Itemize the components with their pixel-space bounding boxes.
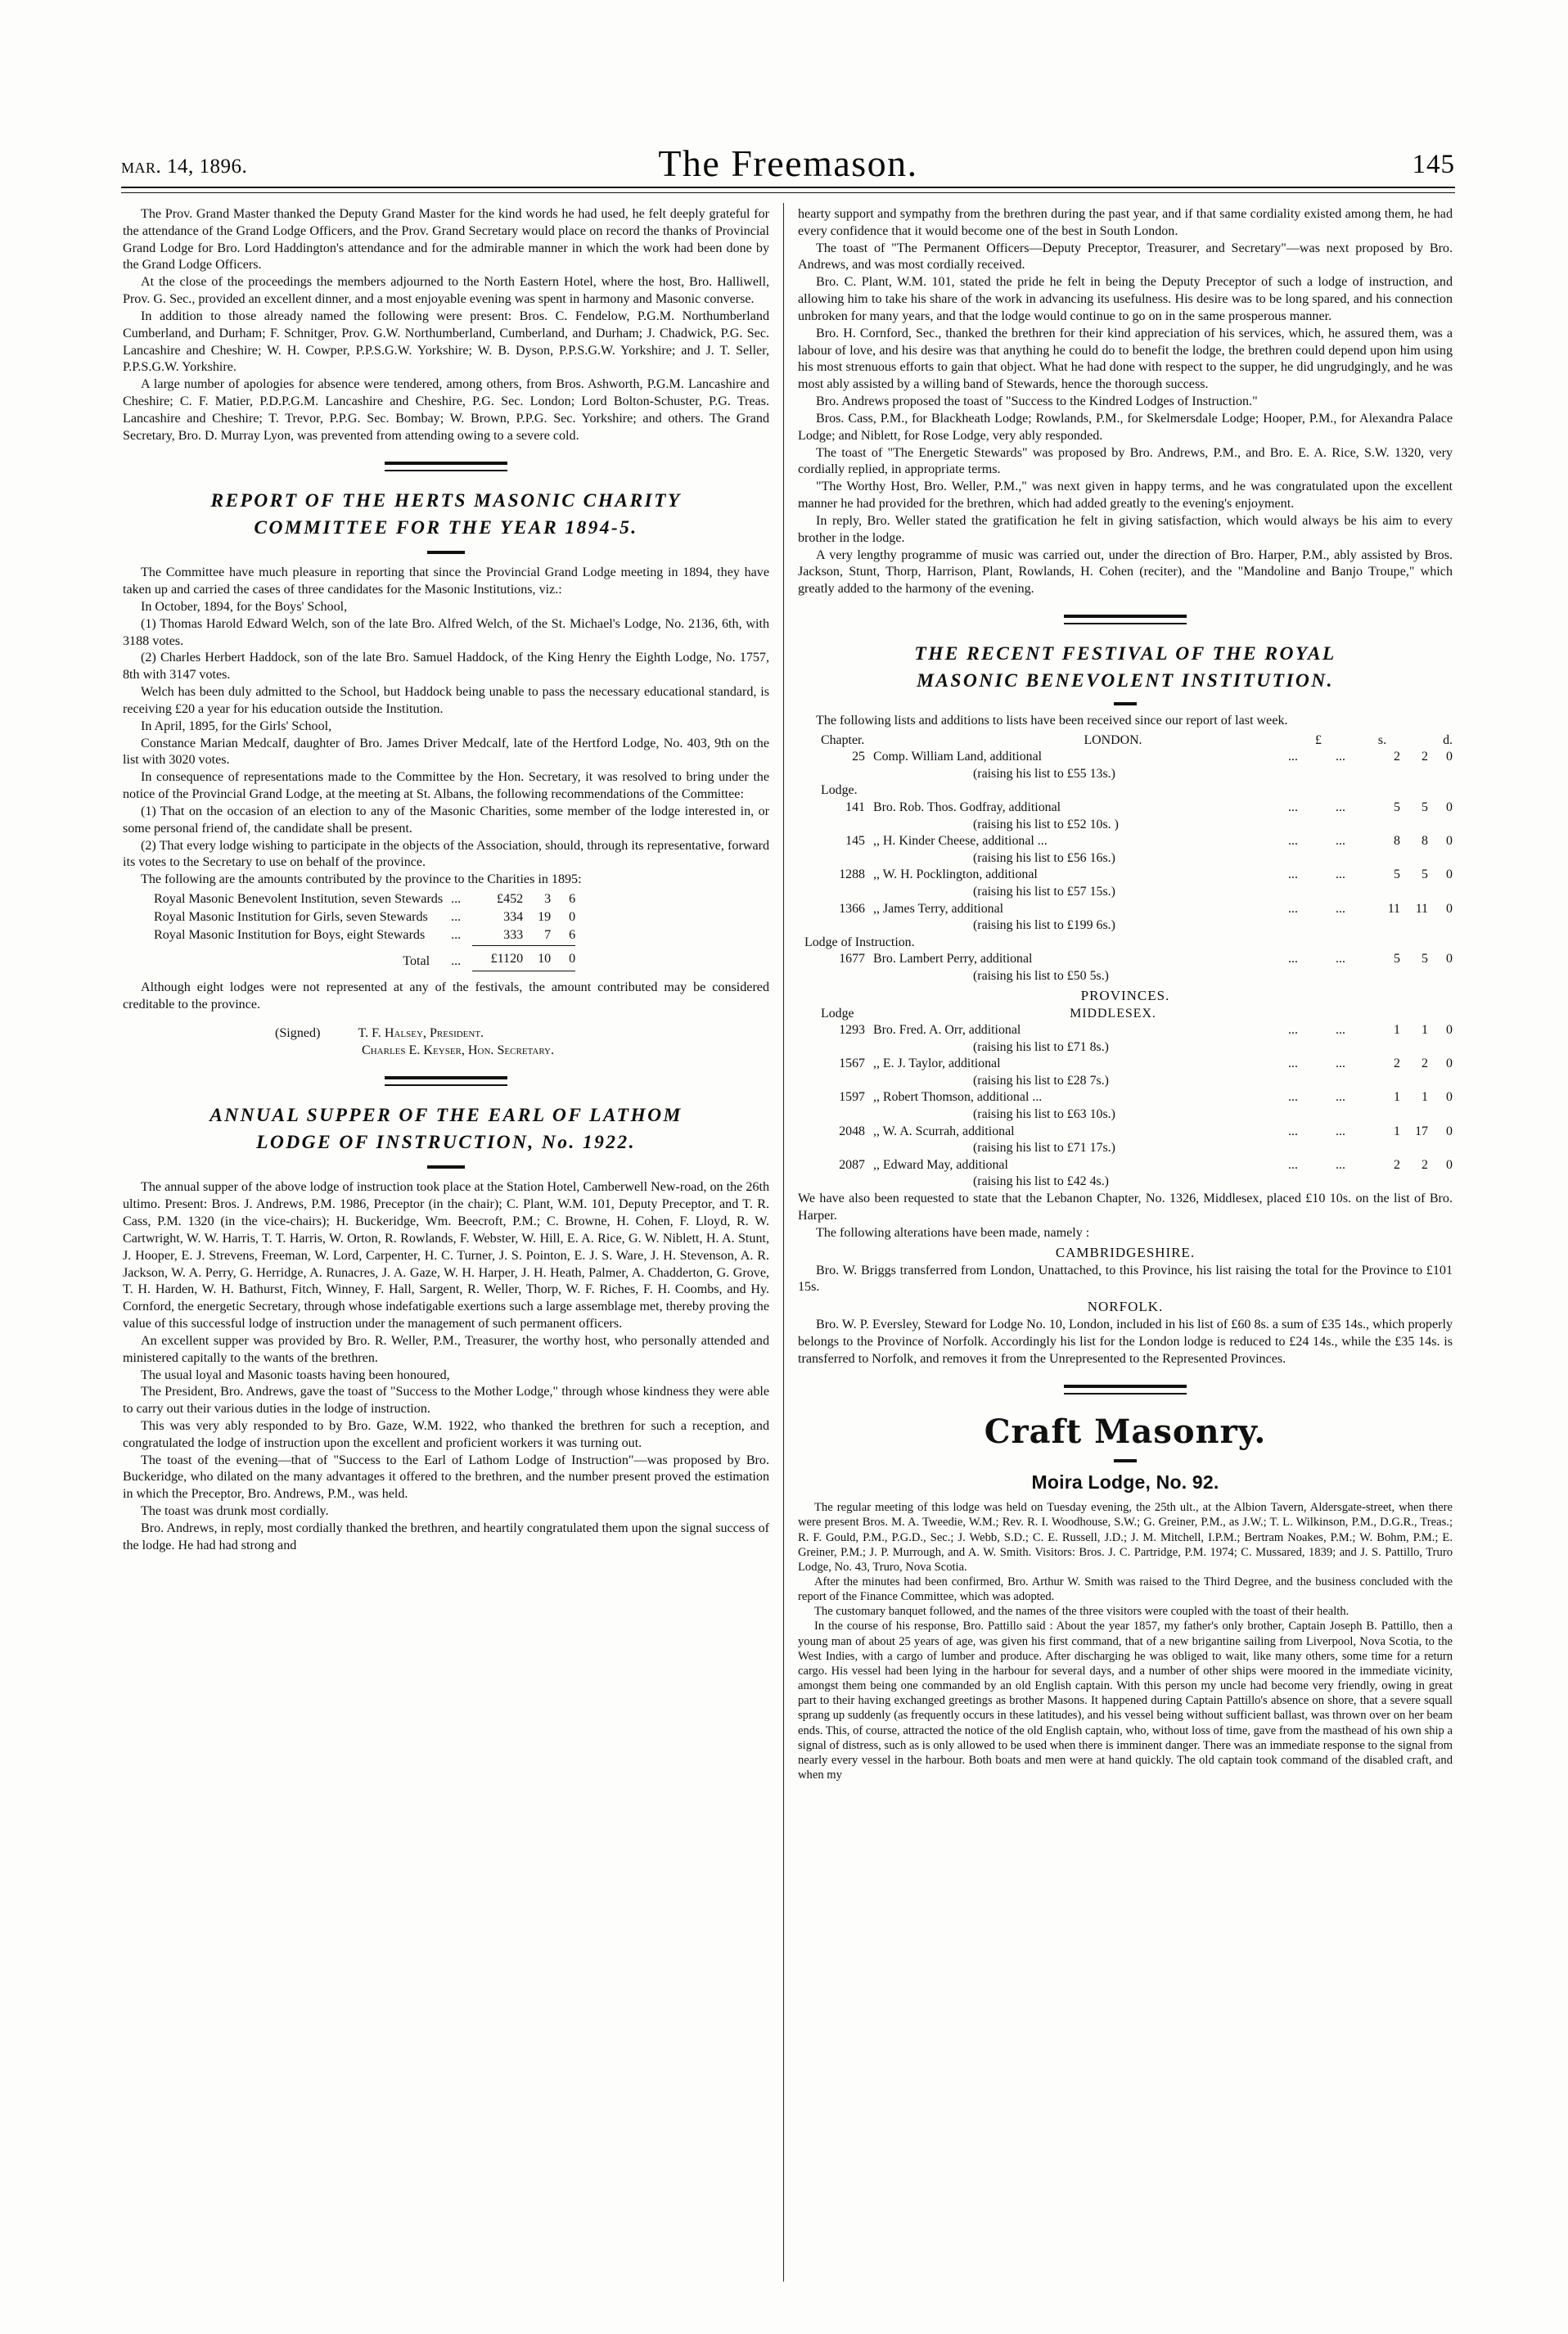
- raising-note: (raising his list to £55 13s.): [973, 766, 1115, 781]
- paragraph: In reply, Bro. Weller stated the gratification he felt in giving satisfaction, which would always be his aim to every brother in the lodge.: [798, 513, 1453, 545]
- raising-note: (raising his list to £28 7s.): [973, 1073, 1109, 1088]
- heading-underline: [427, 551, 465, 554]
- lodge-number: 1293: [839, 1023, 865, 1038]
- paragraph: Bro. W. Briggs transferred from London, Unattached, to this Province, his list raising the total for the Province to £101 15s.: [798, 1263, 1453, 1295]
- subscriber-name: Bro. Lambert Perry, additional: [873, 952, 1033, 966]
- amount-shillings: 3: [544, 892, 552, 907]
- leader-dots: ...: [1288, 750, 1298, 764]
- amount-pence: 6: [569, 927, 576, 942]
- amount-shillings: 2: [1422, 1057, 1428, 1071]
- subscriber-name: Comp. William Land, additional: [873, 750, 1043, 764]
- masthead-rule: [121, 187, 1455, 193]
- leader-dots: ...: [1336, 1157, 1345, 1172]
- table-row: [154, 891, 575, 909]
- col-header-pounds: £: [1315, 732, 1322, 747]
- subscription-row: [821, 1124, 1453, 1141]
- paragraph: Bro. C. Plant, W.M. 101, stated the pride he felt in being the Deputy Preceptor of such a lodge of instruction, and allowing him to take his share of the work in advancing its usefulness. His desire was to be long spared, and his connection unbroken for many years, and that the lodge would continue to go on in the same prosperous manner.: [798, 275, 1453, 323]
- paragraph: Bros. Cass, P.M., for Blackheath Lodge; Rowlands, P.M., for Skelmersdale Lodge; Hooper, P.M., for Alexandra Palace Lodge; and Niblett, for Rose Lodge, very ably responded.: [798, 411, 1453, 443]
- subscription-row: [821, 833, 1453, 850]
- amount-pounds: 5: [1394, 867, 1400, 882]
- paragraph: After the minutes had been confirmed, Bro. Arthur W. Smith was raised to the Third Degree, and the business concluded with the report of the Finance Committee, which was adopted.: [798, 1575, 1453, 1604]
- paragraph: In addition to those already named the following were present: Bros. C. Fendelow, P.G.M. Northumberland Cumberland, and Durham; F. Schnitger, Prov. G.W. Northumberland, Cumberland, and Durham; J. Chadwick, P.G. Sec. Lancashire and Cheshire; W. H. Cowper, P.P.S.G.W. Yorkshire; W. B. Dyson, P.P.S.G.W. Yorkshire; and J. T. Seller, P.P.S.G.W. Yorkshire.: [123, 309, 769, 375]
- total-pounds: £1120: [472, 945, 523, 971]
- subscription-row: [821, 800, 1453, 817]
- paragraph: "The Worthy Host, Bro. Weller, P.M.," was next given in happy terms, and he was congratulated upon the excellent manner he had provided for the brethren, which had added greatly to the evening's enjoyment.: [798, 480, 1453, 511]
- page-number: 145: [1412, 150, 1455, 179]
- section-separator: [1064, 615, 1187, 624]
- amount-shillings: 11: [1415, 901, 1428, 916]
- amount-shillings: 1: [1422, 1090, 1428, 1105]
- amount-shillings: 17: [1415, 1124, 1428, 1138]
- section-separator: [385, 462, 507, 471]
- subscriber-name: Bro. Rob. Thos. Godfray, additional: [873, 800, 1061, 814]
- paragraph: The toast of "The Permanent Officers—Deputy Preceptor, Treasurer, and Secretary"—was next proposed by Bro. Andrews, and was most cordially received.: [798, 241, 1453, 273]
- amount-shillings: 2: [1422, 1157, 1428, 1172]
- paragraph: In the course of his response, Bro. Pattillo said : About the year 1857, my father's only brother, Captain Joseph B. Pattillo, then a young man of about 25 years of age, was given his first command, that of a new brigantine sailing from Liverpool, Nova Scotia, to the West Indies, with a cargo of lumber and produce. After discharging he was obliged to wait, like many others, some time for a return cargo. His vessel had been lying in the harbour for several days, and a number of other ships were moored in the immediate vicinity, amongst them being one commanded by an old English captain. With this person my uncle had become very friendly, owing in great part to their having exchanged greetings as brother Masons. It happened during Captain Pattillo's absence on shore, that a severe squall sprang up suddenly (as frequently occurs in these latitudes), and his vessel being without sufficient ballast, was thrown over on her beam ends. This, of course, attracted the notice of the old English captain, who, without loss of time, gave from the masthead of his own ship a signal of distress, such as is only allowed to be used when there is imminent danger. There was an immediate response to the signal from nearly every vessel in the harbour. Both boats and men were at hand quickly. The old captain took command of the disabled craft, and when my: [798, 1620, 1453, 1782]
- middlesex-header-row: [821, 1006, 1453, 1023]
- paragraph: A very lengthy programme of music was carried out, under the direction of Bro. Harper, P.M., ably assisted by Bros. Jackson, Stunt, Thorp, Harrison, Plant, Rowlands, H. Cohen (reciter), and the "Mandoline and Banjo Troupe," which greatly added to the harmony of the evening.: [798, 547, 1453, 597]
- leader-dots: ...: [1288, 952, 1298, 966]
- leader-dots: ...: [1288, 1157, 1298, 1172]
- subscriber-name: ,, H. Kinder Cheese, additional ...: [873, 834, 1048, 849]
- col-header-shillings: s.: [1377, 732, 1387, 747]
- leader-dots: ...: [1288, 834, 1298, 849]
- paragraph: We have also been requested to state that the Lebanon Chapter, No. 1326, Middlesex, placed £10 10s. on the list of Bro. Harper.: [798, 1192, 1453, 1223]
- province-name-middlesex: MIDDLESEX.: [1070, 1006, 1156, 1021]
- leader-dots: ...: [1336, 901, 1345, 916]
- leader-dots: ...: [1288, 1057, 1298, 1071]
- lodge-number: 1288: [839, 867, 865, 882]
- subscriber-name: ,, E. J. Taylor, additional: [873, 1057, 1001, 1071]
- signatory-president: T. F. Halsey, President.: [358, 1026, 484, 1041]
- group-label-lodge: Lodge.: [821, 783, 858, 798]
- leader-dots: ...: [1336, 800, 1345, 814]
- subscription-row: [821, 1089, 1453, 1106]
- amount-pounds: 1: [1394, 1090, 1400, 1105]
- leader-dots: ...: [1336, 1023, 1345, 1038]
- leader-dots: ...: [1336, 952, 1345, 966]
- lodge-number: 145: [845, 834, 865, 849]
- amount-pence: 0: [1446, 1023, 1453, 1038]
- paragraph: The usual loyal and Masonic toasts having been honoured,: [141, 1368, 450, 1382]
- raising-note: (raising his list to £63 10s.): [973, 1107, 1115, 1122]
- amount-shillings: 8: [1422, 834, 1428, 849]
- lodge-number: 25: [852, 750, 865, 764]
- amount-pounds: 5: [1394, 800, 1400, 814]
- paragraph: The annual supper of the above lodge of instruction took place at the Station Hotel, Camberwell New-road, on the 26th ultimo. Present: Bros. J. Andrews, P.M. 1986, Preceptor (in the chair); C. Plant, W.M. 101, Deputy Preceptor, and T. R. Cass, P.M. 1320 (in the vice-chairs); H. Buckeridge, Wm. Beecroft, P.M.; C. Browne, H. Cohen, F. Lloyd, R. W. Cartwright, W. W. Harris, T. T. Harris, W. Orton, R. Rowlands, F. Webster, W. Hill, E. A. Rice, G. W. Niblett, H. A. Stunt, J. Hooper, E. J. Strevens, Freeman, W. Lord, Carpenter, H. C. Turner, J. S. Pointon, E. J. S. Ware, J. H. Stevenson, A. R. Jackson, W. A. Perry, G. Herridge, A. Runacres, J. A. Gaze, W. H. Harper, J. H. Heath, Palmer, A. Chadderton, G. Grove, T. H. Harden, W. H. Bathurst, Fitch, Winney, F. Hall, Sargent, R. Weller, Thorp, W. F. Riches, F. H. Coombs, and Hy. Cornford, the energetic Secretary, through whose indefatigable exertions such a large assemblage met, thereby proving the value of this successful lodge of instruction under the management of such permanent officers.: [123, 1180, 769, 1331]
- leader-dots: ...: [1288, 901, 1298, 916]
- amount-pence: 0: [1446, 1090, 1453, 1105]
- paragraph: The President, Bro. Andrews, gave the toast of "Success to the Mother Lodge," through whose kindness they were able to carry out their various duties in the lodge of instruction.: [123, 1385, 769, 1417]
- paragraph: In consequence of representations made to the Committee by the Hon. Secretary, it was resolved to bring under the notice of the Provincial Grand Lodge, at the meeting at St. Albans, the following recommendations of the Committee:: [123, 770, 769, 802]
- subscriber-name: Bro. Fred. A. Orr, additional: [873, 1023, 1021, 1038]
- total-shillings: 10: [523, 945, 551, 971]
- paragraph: The following are the amounts contributed by the province to the Charities in 1895:: [141, 872, 582, 887]
- table-total-row: [154, 945, 575, 971]
- subscription-column-headers: [821, 732, 1453, 750]
- raising-note: (raising his list to £56 16s.): [973, 850, 1115, 865]
- amount-shillings: 7: [544, 927, 552, 942]
- col-header-chapter: Chapter.: [821, 732, 865, 747]
- paragraph: Welch has been duly admitted to the School, but Haddock being unable to pass the necessary educational standard, is receiving £20 a year for his education outside the Institution.: [123, 685, 769, 716]
- raising-note: (raising his list to £71 8s.): [973, 1039, 1109, 1054]
- amount-shillings: 1: [1422, 1023, 1428, 1038]
- subscription-row: [821, 867, 1453, 884]
- leader-dots: ...: [1288, 1090, 1298, 1105]
- leader-dots: ...: [1336, 1090, 1345, 1105]
- amount-pounds: 333: [503, 927, 524, 942]
- section-heading-herts-line2: COMMITTEE FOR THE YEAR 1894-5.: [254, 516, 638, 538]
- amount-shillings: 5: [1422, 800, 1428, 814]
- lodge-number: 2048: [839, 1124, 865, 1138]
- paragraph: Constance Marian Medcalf, daughter of Bro. James Driver Medcalf, late of the Hertford Lodge, No. 403, 9th on the list with 3020 votes.: [123, 736, 769, 768]
- leader-dots: ...: [1336, 1124, 1345, 1138]
- leader-dots: ...: [451, 954, 462, 969]
- paragraph: The Committee have much pleasure in reporting that since the Provincial Grand Lodge meeting in 1894, they have taken up and carried the cases of three candidates for the Masonic Institutions, viz.:: [123, 565, 769, 597]
- signed-label: (Signed): [275, 1026, 321, 1041]
- paragraph: In April, 1895, for the Girls' School,: [141, 719, 332, 733]
- section-separator: [385, 1076, 507, 1086]
- lodge-number: 1597: [839, 1090, 865, 1105]
- amount-pence: 0: [1446, 834, 1453, 849]
- paragraph: The toast of "The Energetic Stewards" was proposed by Bro. Andrews, P.M., and Bro. E. A. Rice, S.W. 1320, very cordially replied, in appropriate terms.: [798, 445, 1453, 477]
- amount-pence: 0: [1446, 901, 1453, 916]
- signature-row: [275, 1043, 769, 1060]
- paragraph: The following lists and additions to lists have been received since our report of last week.: [816, 713, 1288, 728]
- amount-pounds: 1: [1394, 1124, 1400, 1138]
- masthead: [121, 121, 1455, 185]
- amount-pounds: 5: [1394, 952, 1400, 966]
- amount-pounds: 2: [1394, 1057, 1400, 1071]
- subscriber-name: ,, Robert Thomson, additional ...: [873, 1090, 1043, 1105]
- amount-pence: 6: [569, 892, 576, 907]
- paragraph: The Prov. Grand Master thanked the Deputy Grand Master for the kind words he had used, he felt deeply grateful for the attendance of the Grand Lodge Officers, and the Prov. Grand Secretary would place on record the thanks of Provincial Grand Lodge for Bro. Lord Haddington's attendance and for the admirable manner in which the work had been done by the Grand Lodge Officers.: [123, 207, 769, 273]
- amount-pounds: 11: [1387, 901, 1400, 916]
- subscription-row: [821, 1022, 1453, 1039]
- lodge-number: 1366: [839, 901, 865, 916]
- paragraph: Bro. Andrews proposed the toast of "Success to the Kindred Lodges of Instruction.": [816, 394, 1258, 409]
- section-heading-craft-masonry: Craft Masonry.: [984, 1412, 1267, 1451]
- group-label-lodge-of-instruction: Lodge of Instruction.: [804, 935, 915, 949]
- charity-name: Royal Masonic Institution for Boys, eight Stewards: [154, 928, 426, 943]
- signature-block: [275, 1025, 769, 1060]
- subscription-list: [798, 732, 1453, 1191]
- paragraph: (2) Charles Herbert Haddock, son of the late Bro. Samuel Haddock, of the King Henry the Eighth Lodge, No. 1757, 8th with 3147 votes.: [123, 651, 769, 683]
- column-divider: [783, 203, 784, 2282]
- raising-note: (raising his list to £52 10s. ): [973, 817, 1119, 831]
- subscriber-name: ,, W. H. Pocklington, additional: [873, 867, 1038, 882]
- amount-pence: 0: [1446, 800, 1453, 814]
- paragraph: At the close of the proceedings the members adjourned to the North Eastern Hotel, where the host, Bro. Halliwell, Prov. G. Sec., provided an excellent dinner, and a most enjoyable evening was spent in harmony and Masonic converse.: [123, 275, 769, 307]
- leader-dots: ...: [1288, 1023, 1298, 1038]
- col-header-location: LONDON.: [1084, 732, 1142, 747]
- lodge-number: 141: [845, 800, 865, 814]
- leader-dots: ...: [1288, 1124, 1298, 1138]
- raising-note: (raising his list to £42 4s.): [973, 1174, 1109, 1189]
- lodge-number: 2087: [839, 1157, 865, 1172]
- charity-contributions-table: [154, 891, 575, 971]
- paragraph: In October, 1894, for the Boys' School,: [141, 599, 348, 614]
- amount-pounds: 1: [1394, 1023, 1400, 1038]
- section-separator: [1064, 1385, 1187, 1395]
- left-column: [123, 206, 769, 1555]
- paragraph: Although eight lodges were not represented at any of the festivals, the amount contributed may be considered creditable to the province.: [123, 980, 769, 1012]
- amount-pence: 0: [1446, 1157, 1453, 1172]
- paragraph: An excellent supper was provided by Bro. R. Weller, P.M., Treasurer, the worthy host, who personally attended and ministered capitally to the wants of the brethren.: [123, 1333, 769, 1365]
- amount-pence: 0: [1446, 1057, 1453, 1071]
- subscription-row: [821, 1056, 1453, 1073]
- subscriber-name: ,, W. A. Scurrah, additional: [873, 1124, 1015, 1138]
- subscriber-name: ,, James Terry, additional: [873, 901, 1004, 916]
- paragraph: The regular meeting of this lodge was held on Tuesday evening, the 25th ult., at the Albion Tavern, Aldersgate-street, when there were present Bros. M. A. Tweedie, W.M.; Rev. R. I. Woodhouse, S.W.; G. Greiner, P.M., as J.W.; T. L. Wilkinson, P.M., D.G.R., Treas.; R. F. Gould, P.M., P.G.D., Sec.; J. Webb, S.D.; C. E. Russell, J.D.; J. M. Mitchell, I.P.M.; Bertram Noakes, P.M.; W. Bohm, P.M.; E. Greiner, P.M.; J. P. Murrough, and A. W. Smith. Visitors: Bros. J. C. Partridge, P.M. 1974; C. Mussared, 1839; and J. S. Pattillo, Truro Lodge, No. 43, Truro, Nova Scotia.: [798, 1501, 1453, 1574]
- section-heading-supper-line2: LODGE OF INSTRUCTION, No. 1922.: [256, 1132, 636, 1154]
- paragraph: hearty support and sympathy from the brethren during the past year, and if that same cordiality existed among them, he had every confidence that it would become one of the best in South London.: [798, 207, 1453, 238]
- section-heading-festival-line2: MASONIC BENEVOLENT INSTITUTION.: [917, 670, 1334, 692]
- subscription-row: [821, 901, 1453, 918]
- paragraph: (2) That every lodge wishing to participate in the objects of the Association, should, through its representative, forward its votes to the Secretary to use on behalf of the province.: [123, 838, 769, 870]
- provinces-heading: PROVINCES.: [1080, 987, 1170, 1003]
- charity-name: Royal Masonic Institution for Girls, seven Stewards: [154, 909, 428, 924]
- subscriber-name: ,, Edward May, additional: [873, 1157, 1008, 1172]
- amount-pounds: 334: [503, 909, 524, 924]
- paragraph: Bro. H. Cornford, Sec., thanked the brethren for their kind appreciation of his services, which, he assured them, was a labour of love, and his desire was that anything he could do to benefit the lodge, the brethren could depend upon him using his most strenuous efforts to gain that object. What he had done with respect to the supper, he did ungrudgingly, and he was most ably assisted by a willing band of Stewards, hence the thorough success.: [798, 326, 1453, 392]
- section-heading-supper-line1: ANNUAL SUPPER OF THE EARL OF LATHOM: [210, 1104, 683, 1126]
- leader-dots: ...: [451, 909, 462, 924]
- subscription-row: [821, 749, 1453, 766]
- leader-dots: ...: [1288, 867, 1298, 882]
- raising-note: (raising his list to £71 17s.): [973, 1141, 1115, 1156]
- col-header-pence: d.: [1443, 732, 1453, 747]
- signature-row: [275, 1025, 769, 1043]
- total-label: Total: [403, 954, 430, 969]
- section-heading-festival-line1: THE RECENT FESTIVAL OF THE ROYAL: [914, 643, 1336, 665]
- leader-dots: ...: [451, 928, 462, 943]
- paragraph: The following alterations have been made, namely :: [816, 1225, 1090, 1240]
- paragraph: The customary banquet followed, and the names of the three visitors were coupled with the toast of their health.: [814, 1605, 1349, 1619]
- leader-dots: ...: [1336, 1057, 1345, 1071]
- amount-pence: 0: [1446, 750, 1453, 764]
- publication-title: The Freemason.: [658, 142, 918, 184]
- paragraph: Bro. W. P. Eversley, Steward for Lodge No. 10, London, included in his list of £60 8s. a sum of £35 14s., which properly belongs to the Province of Norfolk. Accordingly his list for the London lodge is reduced to £24 14s., while the £35 14s. is transferred to Norfolk, and removes it from the Unrepresented to the Represented Provinces.: [798, 1318, 1453, 1366]
- paragraph: (1) Thomas Harold Edward Welch, son of the late Bro. Alfred Welch, of the St. Michael's Lodge, No. 2136, 6th, with 3188 votes.: [123, 616, 769, 648]
- amount-pence: 0: [1446, 1124, 1453, 1138]
- province-heading-cambridgeshire: CAMBRIDGESHIRE.: [1055, 1244, 1196, 1260]
- leader-dots: ...: [1336, 834, 1345, 849]
- table-row: [154, 927, 575, 945]
- paragraph: The toast of the evening—that of "Success to the Earl of Lathom Lodge of Instruction"—was proposed by Bro. Buckeridge, who dilated on the many advantages it offered to the brethren, and the number present proved the estimation in which the Preceptor, Bro. Andrews, P.M., was held.: [123, 1453, 769, 1502]
- group-label-lodge: Lodge: [821, 1006, 854, 1021]
- lodge-heading-moira: Moira Lodge, No. 92.: [1031, 1471, 1219, 1494]
- amount-pence: 0: [569, 909, 576, 924]
- amount-pounds: 8: [1394, 834, 1400, 849]
- heading-underline: [427, 1165, 465, 1169]
- leader-dots: ...: [451, 892, 462, 907]
- amount-pounds: £452: [497, 892, 524, 907]
- moira-lodge-report: [798, 1500, 1453, 1782]
- raising-note: (raising his list to £199 6s.): [973, 918, 1115, 933]
- paragraph: A large number of apologies for absence were tendered, among others, from Bros. Ashworth, P.G.M. Lancashire and Cheshire; C. F. Matier, P.D.P.G.M. Lancashire and Cheshire, P.G. Sec. London; Lord Bolton-Schuster, P.G. Treas. Lancashire and Cheshire; T. Trevor, P.P.G. Sec. Bombay; W. Brown, P.P.G. Sec. Yorkshire; and others. The Grand Secretary, Bro. D. Murray Lyon, was prevented from attending owing to a severe cold.: [123, 377, 769, 443]
- amount-pounds: 2: [1394, 1157, 1400, 1172]
- amount-pence: 0: [1446, 952, 1453, 966]
- paragraph: This was very ably responded to by Bro. Gaze, W.M. 1922, who thanked the brethren for such a reception, and congratulated the lodge of instruction upon the excellent and proficient workers it was turning out.: [123, 1418, 769, 1450]
- section-heading-herts-line1: REPORT OF THE HERTS MASONIC CHARITY: [210, 489, 682, 511]
- leader-dots: ...: [1336, 750, 1345, 764]
- subscription-row: [821, 1157, 1453, 1174]
- leader-dots: ...: [1336, 867, 1345, 882]
- amount-shillings: 2: [1422, 750, 1428, 764]
- province-heading-norfolk: NORFOLK.: [1087, 1299, 1164, 1315]
- paragraph: Bro. Andrews, in reply, most cordially thanked the brethren, and heartily congratulated them upon the signal success of the lodge. He had had strong and: [123, 1521, 769, 1552]
- raising-note: (raising his list to £57 15s.): [973, 884, 1115, 899]
- amount-pounds: 2: [1394, 750, 1400, 764]
- heading-underline: [1114, 1459, 1137, 1462]
- amount-pence: 0: [1446, 867, 1453, 882]
- heading-underline: [1114, 702, 1137, 705]
- amount-shillings: 19: [538, 909, 552, 924]
- paragraph: (1) That on the occasion of an election to any of the Masonic Charities, some member of the lodge interested in, or some personal friend of, the candidate shall be present.: [123, 804, 769, 836]
- table-row: [154, 909, 575, 927]
- raising-note: (raising his list to £50 5s.): [973, 968, 1109, 983]
- right-column: [798, 206, 1453, 1782]
- charity-name: Royal Masonic Benevolent Institution, seven Stewards: [154, 892, 444, 907]
- lodge-number: 1567: [839, 1057, 865, 1071]
- amount-shillings: 5: [1422, 952, 1428, 966]
- leader-dots: ...: [1288, 800, 1298, 814]
- issue-date: mar. 14, 1896.: [121, 155, 248, 178]
- paragraph: The toast was drunk most cordially.: [141, 1504, 329, 1519]
- signatory-secretary: Charles E. Keyser, Hon. Secretary.: [362, 1043, 555, 1057]
- lodge-number: 1677: [839, 952, 865, 966]
- subscription-row: [821, 951, 1453, 968]
- amount-shillings: 5: [1422, 867, 1428, 882]
- total-pence: 0: [551, 945, 575, 971]
